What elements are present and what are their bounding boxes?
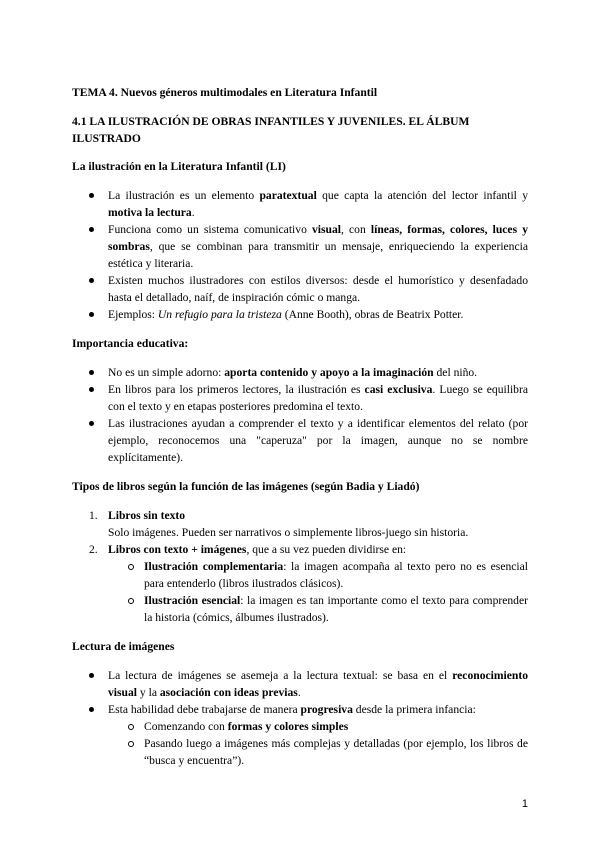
list-item: La lectura de imágenes se asemeja a la lectura textual: se basa en el reconocimiento visual y la asociación con ideas previas. bbox=[72, 667, 528, 701]
list-item: En libros para los primeros lectores, la ilustración es casi exclusiva. Luego se equilibra con el texto y en etapas posteriores predomina el texto. bbox=[72, 381, 528, 415]
list-item: Existen muchos ilustradores con estilos diversos: desde el humorístico y desenfadado hasta el detallado, naíf, de inspiración cómic o manga. bbox=[72, 272, 528, 306]
list-item: 2. Libros con texto + imágenes, que a su vez pueden dividirse en: Ilustración complementaria: la imagen acompaña al texto pero no es esencial para entenderlo (libros ilustrados clásicos). Ilustración esencial: la imagen es tan importante como el texto para comprender la historia (cómics, álbumes ilustrados). bbox=[72, 541, 528, 626]
sub-list-item: Comenzando con formas y colores simples bbox=[72, 718, 528, 735]
sub-list bbox=[108, 718, 528, 769]
page-content bbox=[72, 84, 528, 781]
heading-illustration-li: La ilustración en la Literatura Infantil (LI) bbox=[72, 160, 286, 173]
heading-book-types: Tipos de libros según la función de las imágenes (según Badia y Liadó) bbox=[72, 480, 420, 493]
importance-list bbox=[72, 364, 528, 466]
list-item: Esta habilidad debe trabajarse de manera progresiva desde la primera infancia: Comenzando con formas y colores simples Pasando luego a imágenes más complejas y detalladas (por ejemplo, los libros de “busca y encuentra”). bbox=[72, 701, 528, 769]
book-types-list bbox=[72, 507, 528, 626]
list-item: La ilustración es un elemento paratextual que capta la atención del lector infantil y motiva la lectura. bbox=[72, 187, 528, 221]
heading-image-reading: Lectura de imágenes bbox=[72, 640, 175, 653]
section-title: 4.1 LA ILUSTRACIÓN DE OBRAS INFANTILES Y JUVENILES. EL ÁLBUM ILUSTRADO bbox=[72, 115, 470, 145]
list-item: Funciona como un sistema comunicativo visual, con líneas, formas, colores, luces y sombras, que se combinan para transmitir un mensaje, enriqueciendo la experiencia estética y literaria. bbox=[72, 221, 528, 272]
list-item: Las ilustraciones ayudan a comprender el texto y a identificar elementos del relato (por ejemplo, reconocemos una "caperuza" por la imagen, aunque no se nombre explícitamente). bbox=[72, 415, 528, 466]
list-item: 1. Libros sin texto Solo imágenes. Pueden ser narrativos o simplemente libros-juego sin historia. bbox=[89, 509, 469, 539]
list-item: No es un simple adorno: aporta contenido y apoyo a la imaginación del niño. bbox=[72, 364, 528, 381]
sub-list-item: Ilustración esencial: la imagen es tan importante como el texto para comprender la historia (cómics, álbumes ilustrados). bbox=[72, 592, 528, 626]
list-item: Ejemplos: Un refugio para la tristeza (Anne Booth), obras de Beatrix Potter. bbox=[72, 306, 528, 323]
sub-list-item: Ilustración complementaria: la imagen acompaña al texto pero no es esencial para entenderlo (libros ilustrados clásicos). bbox=[72, 558, 528, 592]
illustration-list bbox=[72, 187, 528, 323]
topic-title: TEMA 4. Nuevos géneros multimodales en Literatura Infantil bbox=[72, 86, 378, 99]
image-reading-list bbox=[72, 667, 528, 769]
sub-list-item: Pasando luego a imágenes más complejas y detalladas (por ejemplo, los libros de “busca y encuentra”). bbox=[72, 735, 528, 769]
heading-educational-importance: Importancia educativa: bbox=[72, 337, 189, 350]
page-number: 1 bbox=[521, 798, 528, 810]
sub-list bbox=[108, 558, 528, 626]
